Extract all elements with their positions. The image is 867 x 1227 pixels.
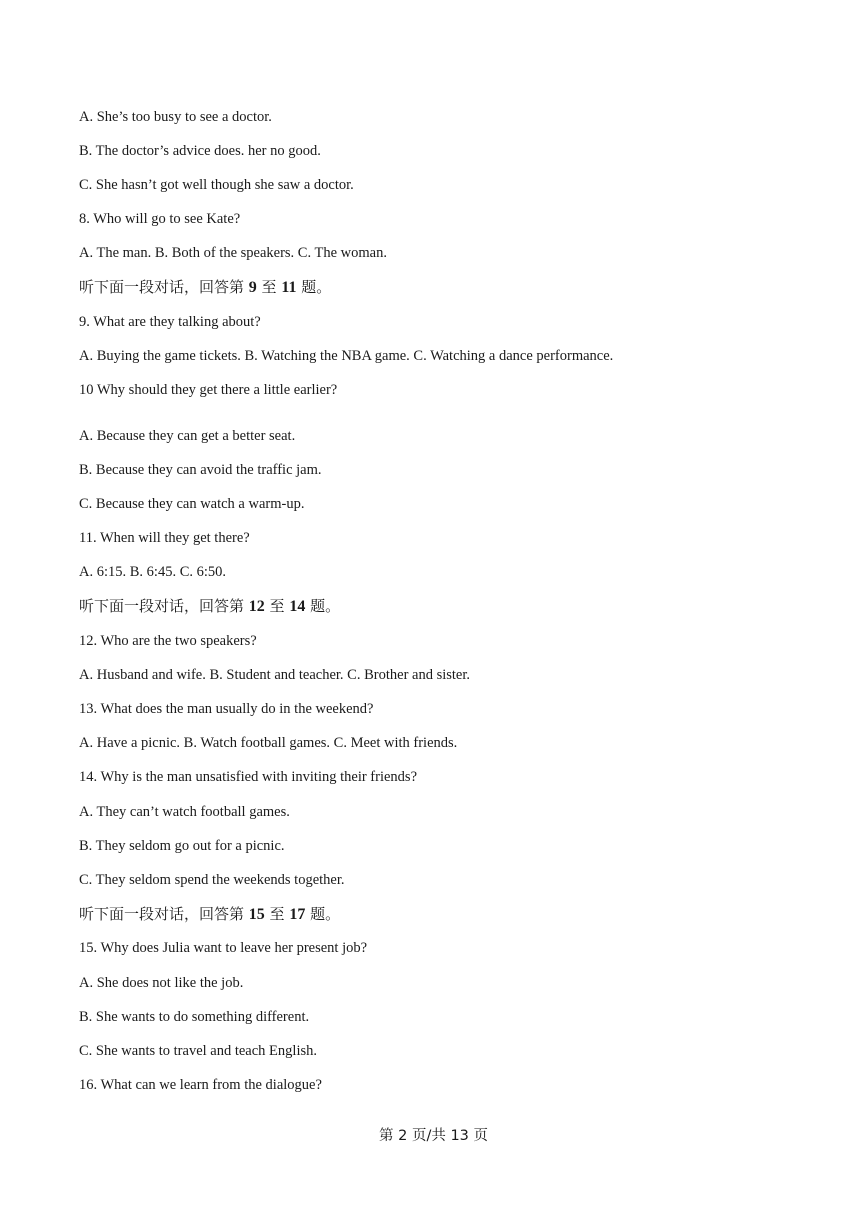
section-instruction: 听下面一段对话，回答第 9 至 11 题。 (79, 278, 332, 296)
question-line: 12. Who are the two speakers? (79, 633, 257, 649)
option-line: C. She wants to travel and teach English. (79, 1043, 317, 1059)
question-line: 9. What are they talking about? (79, 314, 261, 330)
option-line: B. The doctor’s advice does. her no good. (79, 143, 321, 159)
option-line: A. Because they can get a better seat. (79, 428, 296, 444)
question-line: 13. What does the man usually do in the weekend? (79, 701, 374, 717)
question-line: 10 Why should they get there a little earlier? (79, 382, 338, 398)
section-instruction: 听下面一段对话，回答第 15 至 17 题。 (79, 905, 341, 923)
option-line: C. They seldom spend the weekends together. (79, 872, 345, 888)
option-line: B. They seldom go out for a picnic. (79, 838, 285, 854)
option-line: B. She wants to do something different. (79, 1009, 310, 1025)
option-line: A. Husband and wife. B. Student and teacher. C. Brother and sister. (79, 667, 471, 683)
question-line: 16. What can we learn from the dialogue? (79, 1077, 322, 1093)
option-line: A. Have a picnic. B. Watch football games. C. Meet with friends. (79, 735, 458, 751)
option-line: A. 6:15. B. 6:45. C. 6:50. (79, 564, 227, 580)
option-line: A. They can’t watch football games. (79, 804, 290, 820)
question-line: 11. When will they get there? (79, 530, 250, 546)
option-line: B. Because they can avoid the traffic jam. (79, 462, 322, 478)
option-line: C. Because they can watch a warm-up. (79, 496, 305, 512)
option-line: A. Buying the game tickets. B. Watching the NBA game. C. Watching a dance performance. (79, 348, 614, 364)
question-line: 15. Why does Julia want to leave her present job? (79, 940, 368, 956)
option-line: A. She does not like the job. (79, 975, 244, 991)
page-number-footer: 第 2 页/共 13 页 (379, 1128, 488, 1144)
option-line: C. She hasn’t got well though she saw a doctor. (79, 177, 354, 193)
question-line: 14. Why is the man unsatisfied with inviting their friends? (79, 769, 418, 785)
option-line: A. The man. B. Both of the speakers. C. The woman. (79, 245, 387, 261)
option-line: A. She’s too busy to see a doctor. (79, 109, 272, 125)
section-instruction: 听下面一段对话，回答第 12 至 14 题。 (79, 597, 341, 615)
question-line: 8. Who will go to see Kate? (79, 211, 241, 227)
